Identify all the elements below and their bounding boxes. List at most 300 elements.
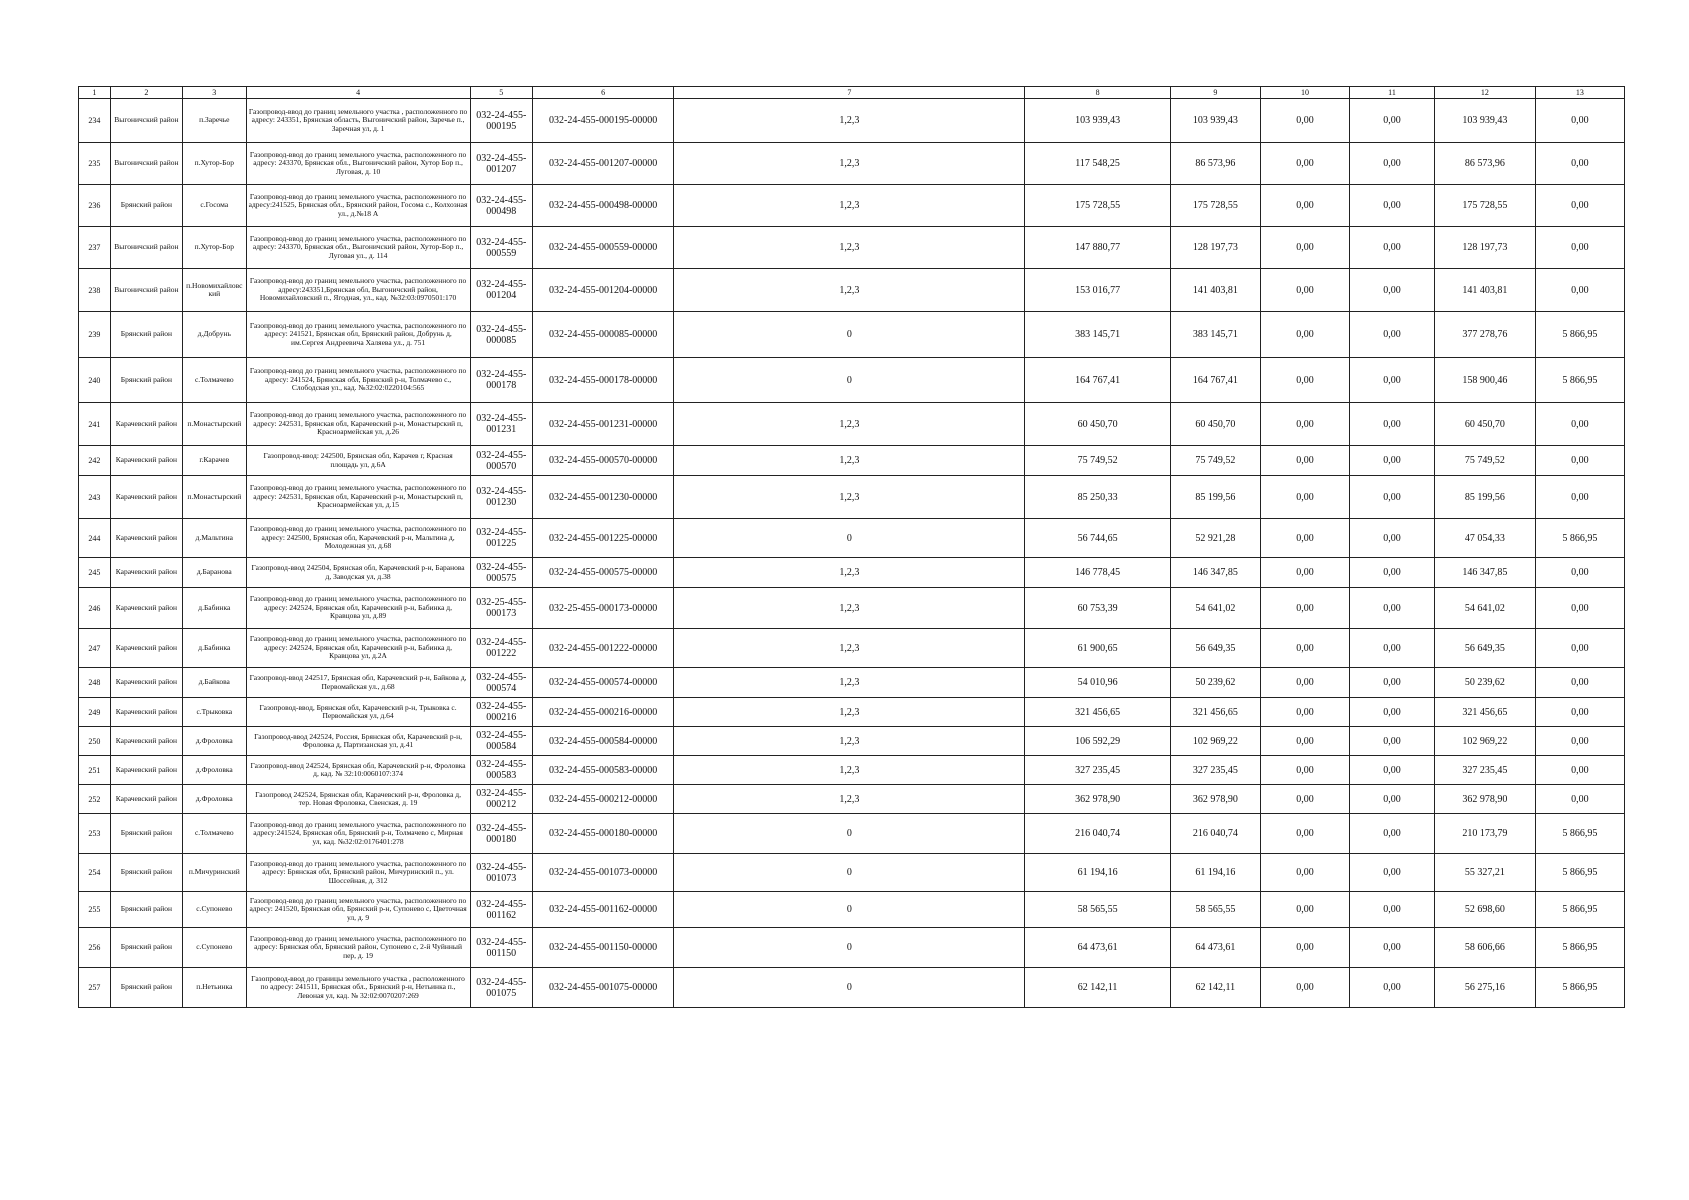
inventory-number-cell: 032-24-455-001204-00000 xyxy=(533,269,674,312)
district-cell: Брянский район xyxy=(110,928,182,968)
column-10-cell: 0,00 xyxy=(1260,892,1349,928)
column-13-cell: 0,00 xyxy=(1535,446,1624,476)
column-11-cell: 0,00 xyxy=(1350,698,1435,727)
column-11-cell: 0,00 xyxy=(1350,756,1435,785)
inventory-number-cell: 032-24-455-000180-00000 xyxy=(533,814,674,854)
column-7-cell: 1,2,3 xyxy=(674,99,1025,143)
column-12-cell: 85 199,56 xyxy=(1434,476,1535,519)
column-10-cell: 0,00 xyxy=(1260,588,1349,629)
column-11-cell: 0,00 xyxy=(1350,727,1435,756)
column-7-cell: 1,2,3 xyxy=(674,668,1025,698)
row-number: 254 xyxy=(79,854,111,892)
column-10-cell: 0,00 xyxy=(1260,558,1349,588)
district-cell: Выгоничский район xyxy=(110,99,182,143)
column-12-cell: 75 749,52 xyxy=(1434,446,1535,476)
column-11-cell: 0,00 xyxy=(1350,519,1435,558)
cadastral-code-cell: 032-24-455-001207 xyxy=(470,143,533,185)
object-cell: Газопровод-ввод 242524, Брянская обл, Карачевский р-н, Фроловка д, кад. № 32:10:0060107:374 xyxy=(246,756,470,785)
row-number: 242 xyxy=(79,446,111,476)
column-9-cell: 321 456,65 xyxy=(1170,698,1260,727)
column-12-cell: 54 641,02 xyxy=(1434,588,1535,629)
column-7-cell: 0 xyxy=(674,928,1025,968)
inventory-number-cell: 032-24-455-000178-00000 xyxy=(533,358,674,403)
column-8-cell: 153 016,77 xyxy=(1025,269,1170,312)
column-12-cell: 50 239,62 xyxy=(1434,668,1535,698)
locality-cell: д.Добрунь xyxy=(182,312,246,358)
column-9-cell: 58 565,55 xyxy=(1170,892,1260,928)
column-7-cell: 1,2,3 xyxy=(674,403,1025,446)
row-number: 252 xyxy=(79,785,111,814)
inventory-number-cell: 032-24-455-001222-00000 xyxy=(533,629,674,668)
row-number: 239 xyxy=(79,312,111,358)
inventory-number-cell: 032-24-455-000498-00000 xyxy=(533,185,674,227)
locality-cell: д.Бабинка xyxy=(182,629,246,668)
column-13-cell: 0,00 xyxy=(1535,476,1624,519)
column-7-cell: 1,2,3 xyxy=(674,785,1025,814)
column-11-cell: 0,00 xyxy=(1350,854,1435,892)
object-cell: Газопровод-ввод до границ земельного участка, расположенного по адресу: 241521, Брянская обл, Брянский район, Добрунь д, им.Сергея Андреевича Халяева ул., д. 751 xyxy=(246,312,470,358)
locality-cell: п.Хутор-Бор xyxy=(182,227,246,269)
register-table xyxy=(78,86,1625,1008)
cadastral-code-cell: 032-24-455-001162 xyxy=(470,892,533,928)
object-cell: Газопровод-ввод до границ земельного участка , расположенного по адресу: 243351, Брянская область, Выгоничский район, Заречье п., Заречная ул, д. 1 xyxy=(246,99,470,143)
column-13-cell: 0,00 xyxy=(1535,785,1624,814)
column-9-cell: 164 767,41 xyxy=(1170,358,1260,403)
column-13-cell: 0,00 xyxy=(1535,756,1624,785)
cadastral-code-cell: 032-24-455-000212 xyxy=(470,785,533,814)
column-11-cell: 0,00 xyxy=(1350,928,1435,968)
column-13-cell: 5 866,95 xyxy=(1535,854,1624,892)
column-9-cell: 175 728,55 xyxy=(1170,185,1260,227)
column-8-cell: 58 565,55 xyxy=(1025,892,1170,928)
column-header: 13 xyxy=(1535,87,1624,99)
district-cell: Карачевский район xyxy=(110,519,182,558)
column-8-cell: 103 939,43 xyxy=(1025,99,1170,143)
district-cell: Выгоничский район xyxy=(110,269,182,312)
column-12-cell: 158 900,46 xyxy=(1434,358,1535,403)
column-7-cell: 1,2,3 xyxy=(674,727,1025,756)
column-10-cell: 0,00 xyxy=(1260,446,1349,476)
column-12-cell: 210 173,79 xyxy=(1434,814,1535,854)
locality-cell: п.Заречье xyxy=(182,99,246,143)
table-row xyxy=(79,668,1625,698)
inventory-number-cell: 032-24-455-001230-00000 xyxy=(533,476,674,519)
column-10-cell: 0,00 xyxy=(1260,358,1349,403)
district-cell: Брянский район xyxy=(110,892,182,928)
column-9-cell: 61 194,16 xyxy=(1170,854,1260,892)
column-13-cell: 0,00 xyxy=(1535,227,1624,269)
inventory-number-cell: 032-24-455-000583-00000 xyxy=(533,756,674,785)
column-10-cell: 0,00 xyxy=(1260,476,1349,519)
column-7-cell: 1,2,3 xyxy=(674,698,1025,727)
object-cell: Газопровод-ввод 242504, Брянская обл, Карачевский р-н, Баранова д, Заводская ул, д.38 xyxy=(246,558,470,588)
row-number: 234 xyxy=(79,99,111,143)
column-10-cell: 0,00 xyxy=(1260,99,1349,143)
district-cell: Брянский район xyxy=(110,968,182,1008)
column-11-cell: 0,00 xyxy=(1350,814,1435,854)
column-10-cell: 0,00 xyxy=(1260,968,1349,1008)
column-12-cell: 175 728,55 xyxy=(1434,185,1535,227)
district-cell: Карачевский район xyxy=(110,727,182,756)
locality-cell: п.Новомихайловский xyxy=(182,269,246,312)
table-row xyxy=(79,185,1625,227)
locality-cell: с.Трыковка xyxy=(182,698,246,727)
column-10-cell: 0,00 xyxy=(1260,269,1349,312)
inventory-number-cell: 032-24-455-001162-00000 xyxy=(533,892,674,928)
object-cell: Газопровод-ввод до границ земельного участка, расположенного по адресу: 242531, Брянская обл, Карачевский р-н, Монастырский п, Красноармейская ул, д.15 xyxy=(246,476,470,519)
row-number: 243 xyxy=(79,476,111,519)
row-number: 248 xyxy=(79,668,111,698)
cadastral-code-cell: 032-24-455-001073 xyxy=(470,854,533,892)
table-row xyxy=(79,99,1625,143)
row-number: 238 xyxy=(79,269,111,312)
column-8-cell: 216 040,74 xyxy=(1025,814,1170,854)
column-7-cell: 1,2,3 xyxy=(674,185,1025,227)
cadastral-code-cell: 032-24-455-001231 xyxy=(470,403,533,446)
column-8-cell: 321 456,65 xyxy=(1025,698,1170,727)
object-cell: Газопровод-ввод до границ земельного участка, расположенного по адресу: Брянская обл, Брянский район, Супонево с, 2-й Чуйнный пер, д. 19 xyxy=(246,928,470,968)
table-row xyxy=(79,312,1625,358)
table-row xyxy=(79,558,1625,588)
cadastral-code-cell: 032-24-455-001150 xyxy=(470,928,533,968)
table-row xyxy=(79,269,1625,312)
column-8-cell: 56 744,65 xyxy=(1025,519,1170,558)
district-cell: Карачевский район xyxy=(110,756,182,785)
column-8-cell: 117 548,25 xyxy=(1025,143,1170,185)
cadastral-code-cell: 032-25-455-000173 xyxy=(470,588,533,629)
column-12-cell: 321 456,65 xyxy=(1434,698,1535,727)
district-cell: Карачевский район xyxy=(110,698,182,727)
locality-cell: д.Мальтина xyxy=(182,519,246,558)
column-12-cell: 52 698,60 xyxy=(1434,892,1535,928)
column-10-cell: 0,00 xyxy=(1260,185,1349,227)
column-8-cell: 362 978,90 xyxy=(1025,785,1170,814)
column-9-cell: 75 749,52 xyxy=(1170,446,1260,476)
inventory-number-cell: 032-24-455-000212-00000 xyxy=(533,785,674,814)
inventory-number-cell: 032-24-455-001207-00000 xyxy=(533,143,674,185)
locality-cell: с.Толмачево xyxy=(182,358,246,403)
table-row xyxy=(79,358,1625,403)
object-cell: Газопровод-ввод до границ земельного участка, расположенного по адресу: 243370, Брянская обл., Выгоничский район, Хутор Бор п., Луговая, д. 10 xyxy=(246,143,470,185)
cadastral-code-cell: 032-24-455-001222 xyxy=(470,629,533,668)
column-9-cell: 50 239,62 xyxy=(1170,668,1260,698)
column-12-cell: 56 649,35 xyxy=(1434,629,1535,668)
cadastral-code-cell: 032-24-455-000195 xyxy=(470,99,533,143)
table-row xyxy=(79,928,1625,968)
column-13-cell: 0,00 xyxy=(1535,727,1624,756)
column-10-cell: 0,00 xyxy=(1260,227,1349,269)
column-8-cell: 54 010,96 xyxy=(1025,668,1170,698)
column-12-cell: 58 606,66 xyxy=(1434,928,1535,968)
column-10-cell: 0,00 xyxy=(1260,814,1349,854)
column-7-cell: 1,2,3 xyxy=(674,143,1025,185)
object-cell: Газопровод-ввод до границ земельного участка, расположенного по адресу:241525, Брянская обл., Брянский район, Госома с., Колхозная ул., д.№18 А xyxy=(246,185,470,227)
object-cell: Газопровод-ввод до границ земельного участка, расположенного по адресу: 242524, Брянская обл, Карачевский р-н, Бабинка д, Кравцова ул, д.2А xyxy=(246,629,470,668)
column-8-cell: 60 450,70 xyxy=(1025,403,1170,446)
inventory-number-cell: 032-24-455-000195-00000 xyxy=(533,99,674,143)
column-9-cell: 60 450,70 xyxy=(1170,403,1260,446)
column-header: 8 xyxy=(1025,87,1170,99)
district-cell: Карачевский район xyxy=(110,403,182,446)
column-11-cell: 0,00 xyxy=(1350,558,1435,588)
table-row xyxy=(79,698,1625,727)
row-number: 255 xyxy=(79,892,111,928)
object-cell: Газопровод-ввод до границ земельного участка, расположенного по адресу: Брянская обл, Брянский район, Мичуринский п., ул. Шоссейная, д. 312 xyxy=(246,854,470,892)
column-13-cell: 5 866,95 xyxy=(1535,928,1624,968)
column-10-cell: 0,00 xyxy=(1260,785,1349,814)
locality-cell: д.Бабинка xyxy=(182,588,246,629)
locality-cell: г.Карачев xyxy=(182,446,246,476)
column-10-cell: 0,00 xyxy=(1260,756,1349,785)
column-9-cell: 102 969,22 xyxy=(1170,727,1260,756)
column-12-cell: 146 347,85 xyxy=(1434,558,1535,588)
object-cell: Газопровод-ввод до границ земельного участка, расположенного по адресу: 241524, Брянская обл, Брянский р-н, Толмачево с., Слободская ул., кад. №32:02:0220104:565 xyxy=(246,358,470,403)
inventory-number-cell: 032-24-455-000575-00000 xyxy=(533,558,674,588)
locality-cell: п.Монастырский xyxy=(182,476,246,519)
register-sheet xyxy=(78,86,1625,1008)
district-cell: Брянский район xyxy=(110,185,182,227)
row-number: 257 xyxy=(79,968,111,1008)
column-9-cell: 85 199,56 xyxy=(1170,476,1260,519)
cadastral-code-cell: 032-24-455-000498 xyxy=(470,185,533,227)
column-8-cell: 85 250,33 xyxy=(1025,476,1170,519)
column-header: 7 xyxy=(674,87,1025,99)
column-7-cell: 1,2,3 xyxy=(674,558,1025,588)
table-row xyxy=(79,756,1625,785)
district-cell: Брянский район xyxy=(110,854,182,892)
column-12-cell: 56 275,16 xyxy=(1434,968,1535,1008)
column-7-cell: 1,2,3 xyxy=(674,588,1025,629)
column-13-cell: 0,00 xyxy=(1535,629,1624,668)
column-11-cell: 0,00 xyxy=(1350,403,1435,446)
column-8-cell: 62 142,11 xyxy=(1025,968,1170,1008)
inventory-number-cell: 032-24-455-000584-00000 xyxy=(533,727,674,756)
inventory-number-cell: 032-25-455-000173-00000 xyxy=(533,588,674,629)
object-cell: Газопровод-ввод 242517, Брянская обл, Карачевский р-н, Байкова д, Первомайская ул., д.68 xyxy=(246,668,470,698)
row-number: 247 xyxy=(79,629,111,668)
column-13-cell: 0,00 xyxy=(1535,558,1624,588)
inventory-number-cell: 032-24-455-000559-00000 xyxy=(533,227,674,269)
column-12-cell: 327 235,45 xyxy=(1434,756,1535,785)
column-7-cell: 0 xyxy=(674,892,1025,928)
column-11-cell: 0,00 xyxy=(1350,185,1435,227)
column-header: 9 xyxy=(1170,87,1260,99)
column-7-cell: 1,2,3 xyxy=(674,756,1025,785)
table-row xyxy=(79,143,1625,185)
column-7-cell: 0 xyxy=(674,814,1025,854)
inventory-number-cell: 032-24-455-000574-00000 xyxy=(533,668,674,698)
row-number: 251 xyxy=(79,756,111,785)
locality-cell: п.Хутор-Бор xyxy=(182,143,246,185)
column-13-cell: 0,00 xyxy=(1535,668,1624,698)
locality-cell: с.Супонево xyxy=(182,892,246,928)
row-number: 236 xyxy=(79,185,111,227)
column-12-cell: 102 969,22 xyxy=(1434,727,1535,756)
object-cell: Газопровод-ввод до границ земельного участка, расположенного по адресу: 241520, Брянская обл, Брянский р-н, Супонево с, Цветочная ул, д. 9 xyxy=(246,892,470,928)
cadastral-code-cell: 032-24-455-000216 xyxy=(470,698,533,727)
column-11-cell: 0,00 xyxy=(1350,588,1435,629)
object-cell: Газопровод-ввод до границ земельного участка, расположенного по адресу:243351,Брянская обл, Выгоничский район, Новомихайловский п., Ягодная, ул., кад. №32:03:0970501:170 xyxy=(246,269,470,312)
table-row xyxy=(79,968,1625,1008)
row-number: 246 xyxy=(79,588,111,629)
column-11-cell: 0,00 xyxy=(1350,785,1435,814)
column-12-cell: 60 450,70 xyxy=(1434,403,1535,446)
cadastral-code-cell: 032-24-455-001204 xyxy=(470,269,533,312)
column-11-cell: 0,00 xyxy=(1350,227,1435,269)
column-11-cell: 0,00 xyxy=(1350,312,1435,358)
column-header: 2 xyxy=(110,87,182,99)
column-8-cell: 60 753,39 xyxy=(1025,588,1170,629)
table-row xyxy=(79,785,1625,814)
column-8-cell: 164 767,41 xyxy=(1025,358,1170,403)
table-row xyxy=(79,854,1625,892)
column-10-cell: 0,00 xyxy=(1260,668,1349,698)
inventory-number-cell: 032-24-455-001150-00000 xyxy=(533,928,674,968)
column-8-cell: 327 235,45 xyxy=(1025,756,1170,785)
table-row xyxy=(79,446,1625,476)
table-row xyxy=(79,814,1625,854)
table-row xyxy=(79,519,1625,558)
column-13-cell: 0,00 xyxy=(1535,99,1624,143)
column-12-cell: 141 403,81 xyxy=(1434,269,1535,312)
column-header: 1 xyxy=(79,87,111,99)
row-number: 235 xyxy=(79,143,111,185)
column-7-cell: 0 xyxy=(674,854,1025,892)
locality-cell: д.Фроловка xyxy=(182,756,246,785)
locality-cell: с.Толмачево xyxy=(182,814,246,854)
column-9-cell: 383 145,71 xyxy=(1170,312,1260,358)
column-13-cell: 5 866,95 xyxy=(1535,358,1624,403)
column-9-cell: 216 040,74 xyxy=(1170,814,1260,854)
column-10-cell: 0,00 xyxy=(1260,698,1349,727)
object-cell: Газопровод-ввод до границ земельного участка, расположенного по адресу: 242500, Брянская обл, Карачевский р-н, Мальтина д, Молодежная ул, д.68 xyxy=(246,519,470,558)
column-8-cell: 175 728,55 xyxy=(1025,185,1170,227)
column-7-cell: 1,2,3 xyxy=(674,227,1025,269)
column-9-cell: 103 939,43 xyxy=(1170,99,1260,143)
locality-cell: п.Монастырский xyxy=(182,403,246,446)
cadastral-code-cell: 032-24-455-000559 xyxy=(470,227,533,269)
row-number: 240 xyxy=(79,358,111,403)
district-cell: Выгоничский район xyxy=(110,143,182,185)
row-number: 256 xyxy=(79,928,111,968)
inventory-number-cell: 032-24-455-001231-00000 xyxy=(533,403,674,446)
table-row xyxy=(79,476,1625,519)
district-cell: Карачевский район xyxy=(110,588,182,629)
column-10-cell: 0,00 xyxy=(1260,312,1349,358)
column-9-cell: 128 197,73 xyxy=(1170,227,1260,269)
column-13-cell: 5 866,95 xyxy=(1535,519,1624,558)
inventory-number-cell: 032-24-455-000570-00000 xyxy=(533,446,674,476)
object-cell: Газопровод-ввод до границы земельного участка , расположенного по адресу: 241511, Брянская обл., Брянский р-н, Нетьинка п., Левоная ул, кад. № 32:02:0070207:269 xyxy=(246,968,470,1008)
column-9-cell: 362 978,90 xyxy=(1170,785,1260,814)
column-8-cell: 61 900,65 xyxy=(1025,629,1170,668)
column-7-cell: 1,2,3 xyxy=(674,629,1025,668)
object-cell: Газопровод-ввод, Брянская обл, Карачевский р-н, Трыковка с. Первомайская ул, д.64 xyxy=(246,698,470,727)
table-row xyxy=(79,403,1625,446)
locality-cell: д.Баранова xyxy=(182,558,246,588)
district-cell: Карачевский район xyxy=(110,785,182,814)
column-10-cell: 0,00 xyxy=(1260,403,1349,446)
row-number: 253 xyxy=(79,814,111,854)
table-row xyxy=(79,727,1625,756)
column-7-cell: 1,2,3 xyxy=(674,476,1025,519)
object-cell: Газопровод-ввод до границ земельного участка, расположенного по адресу: 242531, Брянская обл, Карачевский р-н, Монастырский п, Красноармейская ул, д.26 xyxy=(246,403,470,446)
column-13-cell: 5 866,95 xyxy=(1535,968,1624,1008)
column-9-cell: 146 347,85 xyxy=(1170,558,1260,588)
column-header: 11 xyxy=(1350,87,1435,99)
column-9-cell: 56 649,35 xyxy=(1170,629,1260,668)
column-12-cell: 55 327,21 xyxy=(1434,854,1535,892)
column-12-cell: 47 054,33 xyxy=(1434,519,1535,558)
cadastral-code-cell: 032-24-455-000584 xyxy=(470,727,533,756)
column-8-cell: 75 749,52 xyxy=(1025,446,1170,476)
object-cell: Газопровод-ввод: 242500, Брянская обл, Карачев г, Красная площадь ул, д.6А xyxy=(246,446,470,476)
column-8-cell: 146 778,45 xyxy=(1025,558,1170,588)
row-number: 241 xyxy=(79,403,111,446)
column-7-cell: 0 xyxy=(674,312,1025,358)
column-12-cell: 86 573,96 xyxy=(1434,143,1535,185)
district-cell: Карачевский район xyxy=(110,476,182,519)
cadastral-code-cell: 032-24-455-000583 xyxy=(470,756,533,785)
cadastral-code-cell: 032-24-455-000085 xyxy=(470,312,533,358)
cadastral-code-cell: 032-24-455-000575 xyxy=(470,558,533,588)
row-number: 244 xyxy=(79,519,111,558)
column-9-cell: 54 641,02 xyxy=(1170,588,1260,629)
column-8-cell: 147 880,77 xyxy=(1025,227,1170,269)
cadastral-code-cell: 032-24-455-001075 xyxy=(470,968,533,1008)
column-7-cell: 0 xyxy=(674,358,1025,403)
object-cell: Газопровод-ввод до границ земельного участка, расположенного по адресу: 242524, Брянская обл, Карачевский р-н, Бабинка д, Кравцова ул, д.89 xyxy=(246,588,470,629)
column-12-cell: 362 978,90 xyxy=(1434,785,1535,814)
column-13-cell: 0,00 xyxy=(1535,269,1624,312)
column-8-cell: 61 194,16 xyxy=(1025,854,1170,892)
inventory-number-cell: 032-24-455-000085-00000 xyxy=(533,312,674,358)
column-10-cell: 0,00 xyxy=(1260,727,1349,756)
locality-cell: д.Фроловка xyxy=(182,785,246,814)
table-body xyxy=(79,87,1625,1008)
locality-cell: с.Супонево xyxy=(182,928,246,968)
column-header: 5 xyxy=(470,87,533,99)
column-11-cell: 0,00 xyxy=(1350,629,1435,668)
column-13-cell: 0,00 xyxy=(1535,588,1624,629)
column-8-cell: 64 473,61 xyxy=(1025,928,1170,968)
column-11-cell: 0,00 xyxy=(1350,358,1435,403)
column-13-cell: 0,00 xyxy=(1535,185,1624,227)
column-10-cell: 0,00 xyxy=(1260,629,1349,668)
column-11-cell: 0,00 xyxy=(1350,269,1435,312)
district-cell: Выгоничский район xyxy=(110,227,182,269)
column-9-cell: 327 235,45 xyxy=(1170,756,1260,785)
column-7-cell: 0 xyxy=(674,968,1025,1008)
column-11-cell: 0,00 xyxy=(1350,143,1435,185)
column-10-cell: 0,00 xyxy=(1260,854,1349,892)
locality-cell: д.Фроловка xyxy=(182,727,246,756)
column-13-cell: 5 866,95 xyxy=(1535,312,1624,358)
column-12-cell: 103 939,43 xyxy=(1434,99,1535,143)
column-11-cell: 0,00 xyxy=(1350,446,1435,476)
column-8-cell: 106 592,29 xyxy=(1025,727,1170,756)
column-11-cell: 0,00 xyxy=(1350,668,1435,698)
column-10-cell: 0,00 xyxy=(1260,143,1349,185)
column-13-cell: 5 866,95 xyxy=(1535,814,1624,854)
district-cell: Брянский район xyxy=(110,814,182,854)
column-13-cell: 0,00 xyxy=(1535,698,1624,727)
column-header: 4 xyxy=(246,87,470,99)
object-cell: Газопровод-ввод до границ земельного участка, расположенного по адресу:241524, Брянская обл, Брянский р-н, Толмачево с, Мирная ул, кад. №32:02:0176401:278 xyxy=(246,814,470,854)
column-9-cell: 86 573,96 xyxy=(1170,143,1260,185)
inventory-number-cell: 032-24-455-000216-00000 xyxy=(533,698,674,727)
district-cell: Карачевский район xyxy=(110,668,182,698)
